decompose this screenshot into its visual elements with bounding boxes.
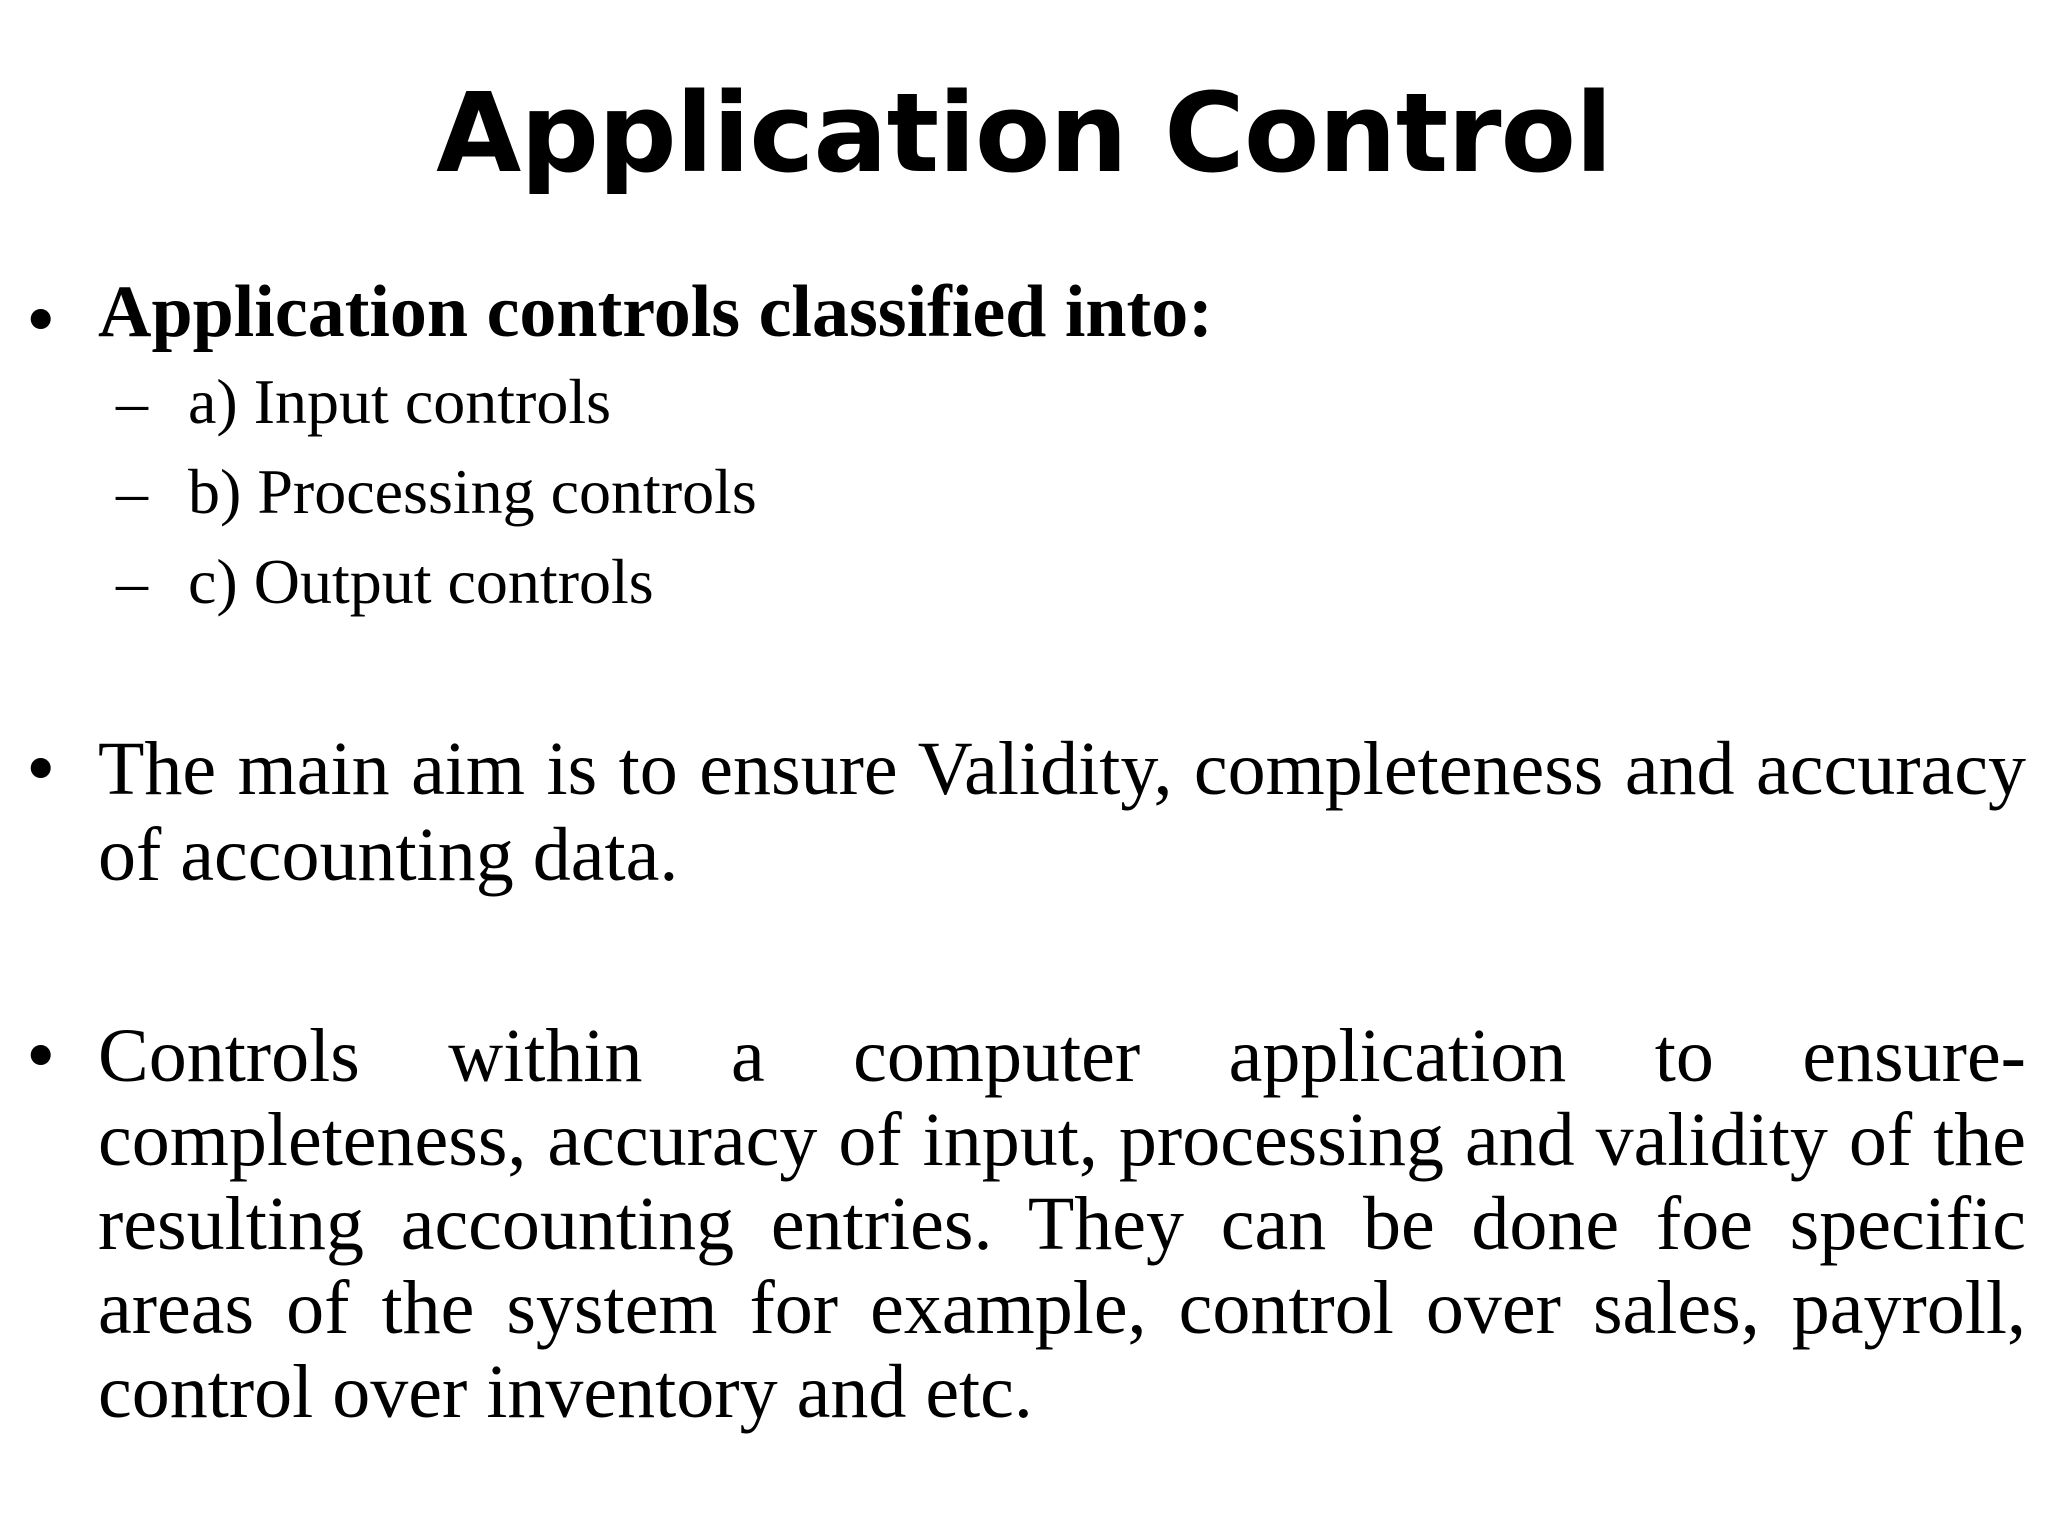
bullet-dot: • bbox=[26, 1009, 56, 1102]
bullet-text: Application controls classified into: bbox=[98, 271, 1213, 353]
bullet-text: Controls within a computer application to ensure- completeness, accuracy of input, processing and validity of the resulting accounting entries. They can be done foe specific areas of the system for example, control over sales, payroll, control over inventory and etc. bbox=[98, 1014, 2026, 1434]
sub-item-dash: – bbox=[116, 546, 148, 617]
sub-item-text: b) Processing controls bbox=[188, 456, 757, 527]
sub-item-text: c) Output controls bbox=[188, 546, 654, 617]
sub-item-dash: – bbox=[116, 456, 148, 527]
slide-title: Application Control bbox=[436, 69, 1612, 197]
bullet-dot: • bbox=[26, 273, 56, 366]
sub-item-text: a) Input controls bbox=[188, 366, 611, 437]
sub-item-dash: – bbox=[116, 366, 148, 437]
bullet-text: The main aim is to ensure Validity, completeness and accuracy of accounting data. bbox=[98, 727, 2026, 897]
bullet-dot: • bbox=[26, 722, 56, 815]
